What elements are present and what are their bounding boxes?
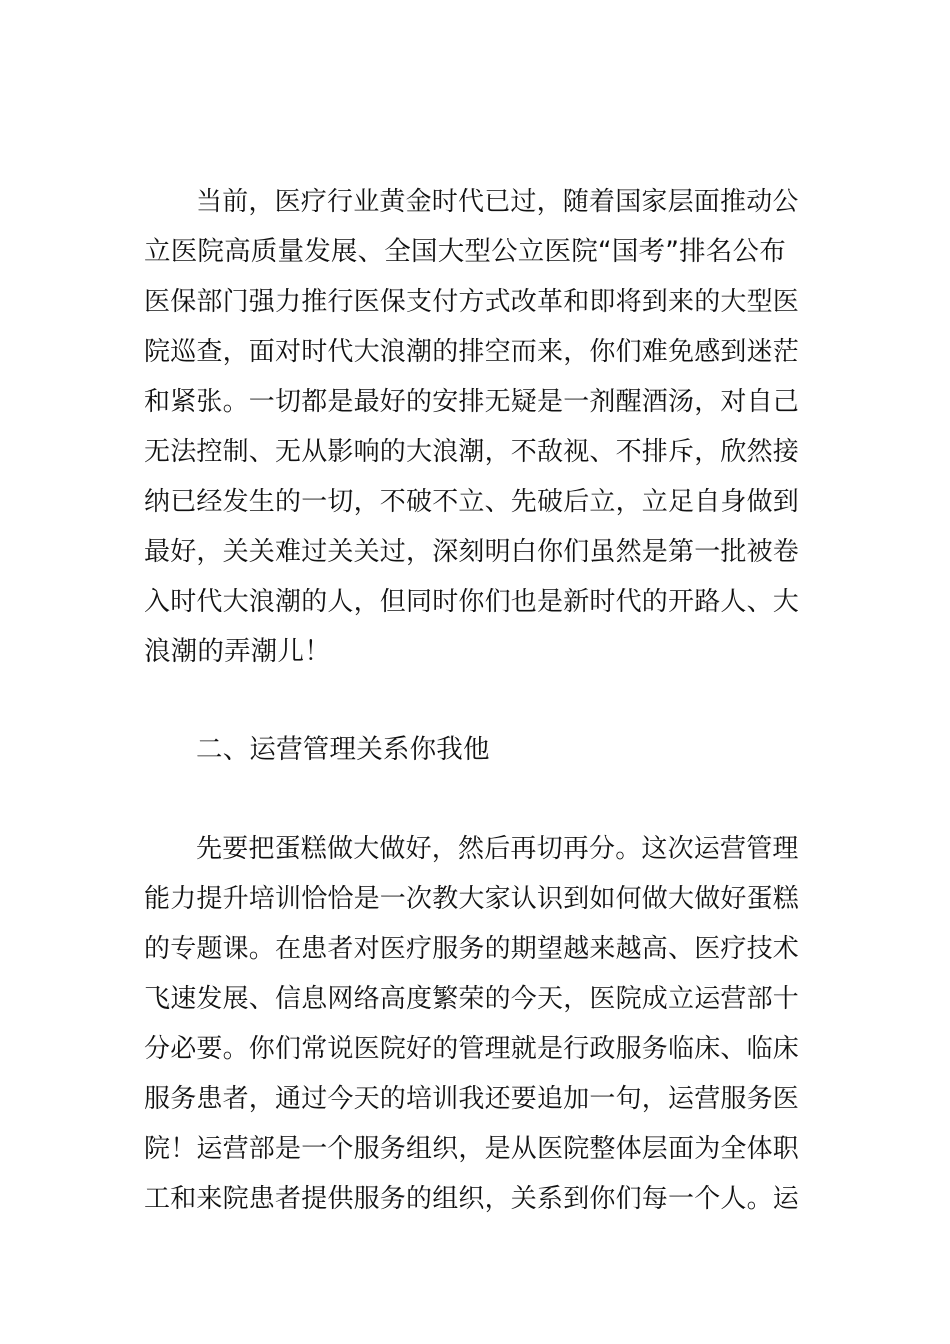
section-heading: 二、运营管理关系你我他 — [196, 734, 490, 765]
paragraph-line: 的专题课。在患者对医疗服务的期望越来越高、医疗技术 — [144, 934, 800, 964]
paragraph-line: 服务患者，通过今天的培训我还要追加一句，运营服务医 — [144, 1084, 800, 1114]
paragraph-line: 院！运营部是一个服务组织，是从医院整体层面为全体职 — [144, 1134, 800, 1164]
paragraph-line: 和紧张。一切都是最好的安排无疑是一剂醒酒汤，对自己 — [144, 387, 800, 417]
paragraph-line: 浪潮的弄潮儿！ — [144, 636, 331, 667]
paragraph-line: 工和来院患者提供服务的组织，关系到你们每一个人。运 — [144, 1184, 800, 1214]
paragraph-line: 飞速发展、信息网络高度繁荣的今天，医院成立运营部十 — [144, 984, 800, 1014]
paragraph-line: 分必要。你们常说医院好的管理就是行政服务临床、临床 — [144, 1034, 800, 1064]
paragraph-line: 最好，关关难过关关过，深刻明白你们虽然是第一批被卷 — [144, 537, 800, 567]
paragraph-line: 纳已经发生的一切，不破不立、先破后立，立足自身做到 — [144, 487, 800, 517]
paragraph-line: 无法控制、无从影响的大浪潮，不敌视、不排斥，欣然接 — [144, 437, 800, 467]
paragraph-line: 立医院高质量发展、全国大型公立医院“国考”排名公布 — [144, 236, 786, 267]
paragraph-line: 能力提升培训恰恰是一次教大家认识到如何做大做好蛋糕 — [144, 884, 800, 914]
paragraph-line: 院巡查，面对时代大浪潮的排空而来，你们难免感到迷茫 — [144, 337, 800, 367]
paragraph-line: 当前，医疗行业黄金时代已过，随着国家层面推动公 — [196, 187, 799, 217]
paragraph-line: 医保部门强力推行医保支付方式改革和即将到来的大型医 — [144, 287, 800, 317]
paragraph-line: 先要把蛋糕做大做好，然后再切再分。这次运营管理 — [196, 834, 799, 864]
paragraph-line: 入时代大浪潮的人，但同时你们也是新时代的开路人、大 — [144, 587, 800, 617]
